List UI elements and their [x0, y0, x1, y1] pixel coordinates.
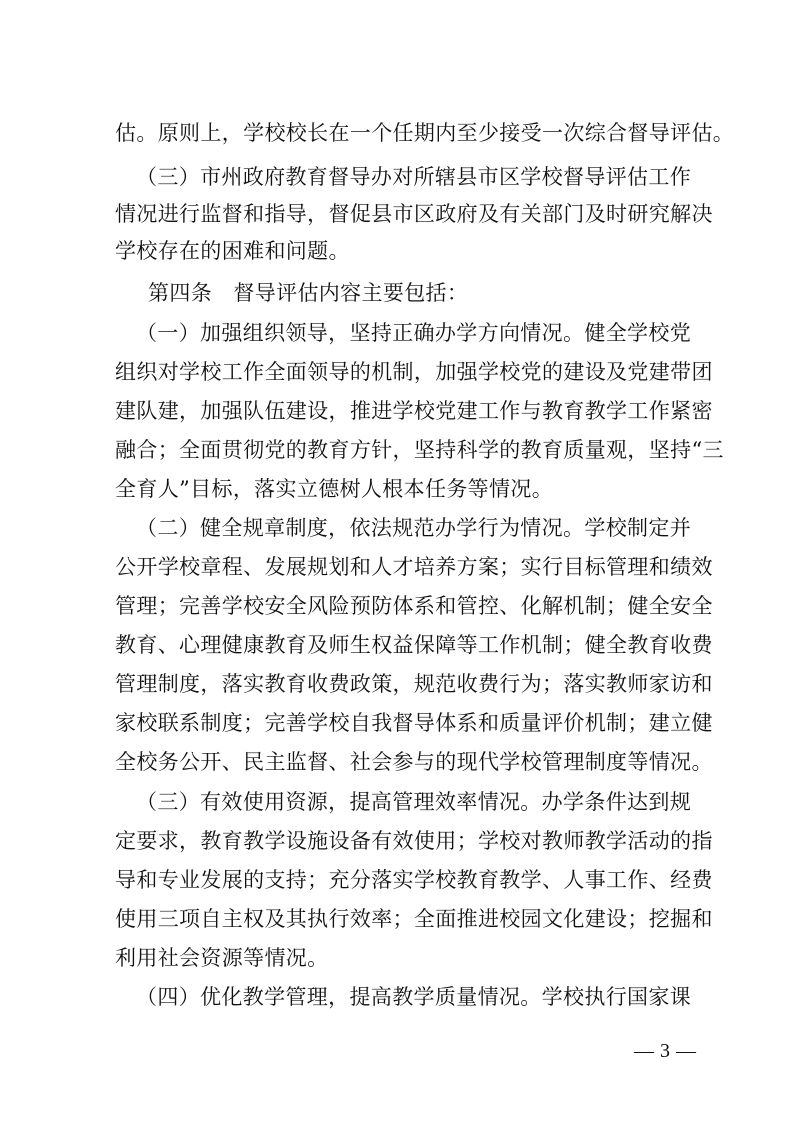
text-line: （三）市州政府教育督导办对所辖县市区学校督导评估工作 — [136, 165, 692, 189]
text-line: 管理；完善学校安全风险预防体系和管控、化解机制；健全安全 — [115, 594, 713, 618]
text-line: 情况进行监督和指导，督促县市区政府及有关部门及时研究解决 — [115, 202, 713, 226]
text-line: 管理制度，落实教育收费政策，规范收费行为；落实教师家访和 — [115, 672, 713, 696]
text-line: 全育人”目标，落实立德树人根本任务等情况。 — [115, 477, 554, 501]
text-line: 融合；全面贯彻党的教育方针，坚持科学的教育质量观，坚持“三 — [115, 438, 724, 462]
page-number: — 3 — — [634, 1040, 697, 1062]
text-line: （一）加强组织领导，坚持正确办学方向情况。健全学校党 — [136, 321, 692, 345]
text-line: 教育、心理健康教育及师生权益保障等工作机制；健全教育收费 — [115, 633, 713, 657]
text-line: 导和专业发展的支持；充分落实学校教育教学、人事工作、经费 — [115, 868, 713, 892]
text-line: 公开学校章程、发展规划和人才培养方案；实行目标管理和绩效 — [115, 555, 713, 579]
text-line: （四）优化教学管理，提高教学质量情况。学校执行国家课 — [136, 985, 692, 1009]
text-line: 家校联系制度；完善学校自我督导体系和质量评价机制；建立健 — [115, 711, 713, 735]
text-line: 第四条 督导评估内容主要包括： — [148, 281, 469, 305]
text-line: 利用社会资源等情况。 — [115, 946, 329, 970]
text-line: 定要求，教育教学设施设备有效使用；学校对教师教学活动的指 — [115, 829, 713, 853]
text-line: （二）健全规章制度，依法规范办学行为情况。学校制定并 — [136, 516, 692, 540]
text-line: 学校存在的困难和问题。 — [115, 239, 350, 263]
text-line: （三）有效使用资源，提高管理效率情况。办学条件达到规 — [136, 790, 692, 814]
text-line: 组织对学校工作全面领导的机制，加强学校党的建设及党建带团 — [115, 360, 713, 384]
text-line: 建队建，加强队伍建设，推进学校党建工作与教育教学工作紧密 — [115, 399, 713, 423]
text-line: 估。原则上，学校校长在一个任期内至少接受一次综合督导评估。 — [115, 121, 735, 145]
text-line: 使用三项自主权及其执行效率；全面推进校园文化建设；挖掘和 — [115, 907, 713, 931]
text-line: 全校务公开、民主监督、社会参与的现代学校管理制度等情况。 — [115, 750, 713, 774]
